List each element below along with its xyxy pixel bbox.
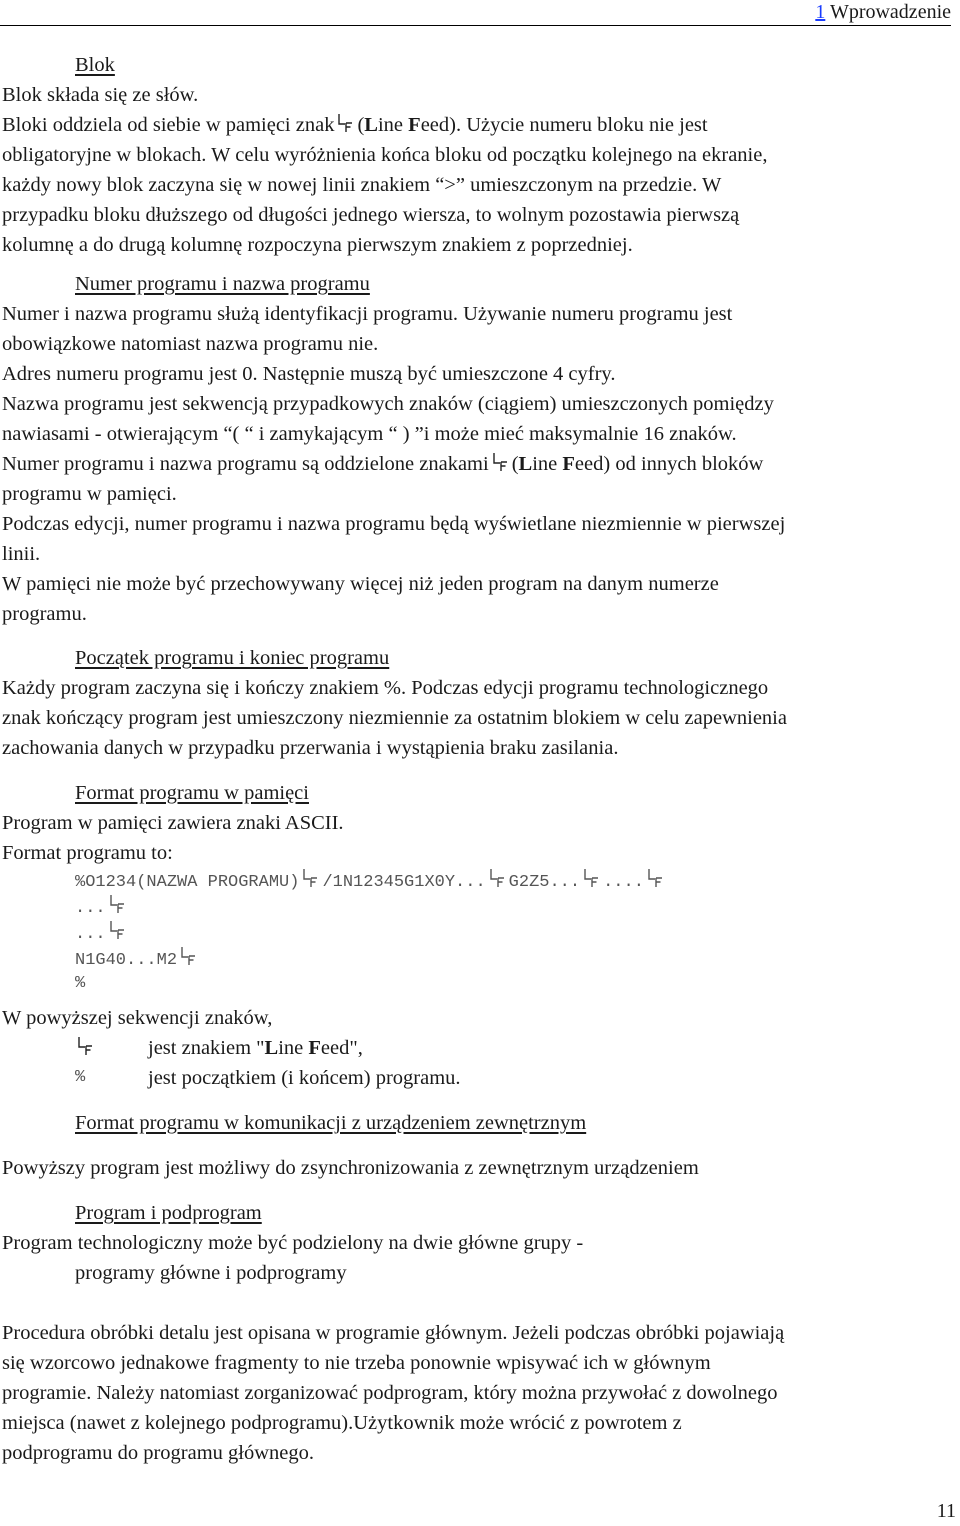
text-line: Program w pamięci zawiera znaki ASCII.	[2, 812, 344, 834]
line-feed-symbol-icon	[180, 946, 197, 966]
line-feed-symbol-icon	[109, 920, 126, 940]
heading-format-programu-w-pamieci: Format programu w pamięci	[75, 782, 309, 804]
text-line: Podczas edycji, numer programu i nazwa programu będą wyświetlane niezmiennie w pierwszej	[2, 513, 786, 535]
text-line: W pamięci nie może być przechowywany więcej niż jeden program na danym numerze	[2, 573, 719, 595]
text-line: podprogramu do programu głównego.	[2, 1442, 314, 1464]
code-span: N1G40...M2	[75, 951, 178, 970]
text-span: eed",	[320, 1037, 363, 1059]
text-line: miejsca (nawet z kolejnego podprogramu).Użytkownik może wrócić z powrotem z	[2, 1412, 682, 1434]
chapter-title: Wprowadzenie	[829, 1, 951, 23]
text-line: każdy nowy blok zaczyna się w nowej linii znakiem “>” umieszczonym na przedzie. W	[2, 174, 722, 196]
text-span: Bloki oddziela od siebie w pamięci znak	[2, 114, 335, 136]
page-header	[0, 0, 951, 26]
text-line: programu w pamięci.	[2, 483, 177, 505]
program-code-block	[75, 868, 954, 995]
bold-letter: F	[308, 1037, 321, 1059]
text-line: Program technologiczny może być podzielony na dwie główne grupy -	[2, 1232, 584, 1254]
line-feed-symbol-icon	[77, 1036, 94, 1056]
text-line: Nazwa programu jest sekwencją przypadkowych znaków (ciągiem) umieszczonych pomiędzy	[2, 393, 774, 415]
code-span: %O1234(NAZWA PROGRAMU)	[75, 873, 300, 892]
text-line: Procedura obróbki detalu jest opisana w programie głównym. Jeżeli podczas obróbki pojawiają	[2, 1322, 785, 1344]
text-line	[2, 110, 954, 140]
code-line	[75, 894, 954, 920]
legend-row-percent	[75, 1063, 954, 1093]
text-line: Powyższy program jest możliwy do zsynchronizowania z zewnętrznym urządzeniem	[2, 1157, 699, 1179]
text-line: nawiasami - otwierającym “( “ i zamykającym “ ) ”i może mieć maksymalnie 16 znaków.	[2, 423, 737, 445]
text-line: Blok składa się ze słów.	[2, 84, 199, 106]
chapter-number-link[interactable]: 1	[815, 1, 826, 23]
text-line: W powyższej sekwencji znaków,	[2, 1007, 273, 1029]
code-span: G2Z5...	[508, 873, 581, 892]
legend-symbol: %	[75, 1068, 86, 1087]
code-line	[75, 920, 954, 946]
code-line	[75, 946, 954, 972]
page-content	[2, 50, 954, 1468]
text-line: Format programu to:	[2, 842, 173, 864]
text-line: Numer i nazwa programu służą identyfikacji programu. Używanie numeru programu jest	[2, 303, 733, 325]
line-feed-symbol-icon	[302, 868, 319, 888]
text-span: (	[511, 453, 519, 475]
code-line: %	[75, 974, 86, 993]
heading-numer-programu: Numer programu i nazwa programu	[75, 273, 370, 295]
line-feed-symbol-icon	[583, 868, 600, 888]
text-span: ine	[278, 1037, 309, 1059]
text-line: obligatoryjne w blokach. W celu wyróżnienia końca bloku od początku kolejnego na ekranie,	[2, 144, 768, 166]
line-feed-symbol-icon	[109, 894, 126, 914]
bold-letter: L	[364, 114, 378, 136]
text-span: jest znakiem "	[148, 1037, 265, 1059]
text-line: zachowania danych w przypadku przerwania i wystąpienia braku zasilania.	[2, 737, 619, 759]
text-line: obowiązkowe natomiast nazwa programu nie.	[2, 333, 379, 355]
bold-letter: F	[408, 114, 421, 136]
code-span: /1N12345G1X0Y...	[322, 873, 486, 892]
heading-program-i-podprogram: Program i podprogram	[75, 1202, 262, 1224]
line-feed-symbol-icon	[337, 113, 354, 133]
text-line: przypadku bloku dłuższego od długości jednego wiersza, to wolnym pozostawia pierwszą	[2, 204, 740, 226]
text-line	[2, 449, 954, 479]
heading-poczatek-programu: Początek programu i koniec programu	[75, 647, 390, 669]
code-span: ...	[75, 925, 106, 944]
code-span: ...	[75, 899, 106, 918]
line-feed-symbol-icon	[492, 452, 509, 472]
legend-symbol	[75, 1033, 148, 1063]
text-span: eed). Użycie numeru bloku nie jest	[420, 114, 708, 136]
bold-letter: L	[264, 1037, 279, 1059]
legend-text: jest początkiem (i końcem) programu.	[148, 1067, 461, 1089]
line-feed-symbol-icon	[647, 868, 664, 888]
text-line: programy główne i podprogramy	[75, 1262, 347, 1284]
text-line: programu.	[2, 603, 87, 625]
text-span: eed) od innych bloków	[574, 453, 764, 475]
text-line: programie. Należy natomiast zorganizować podprogram, który można przywołać z dowolnego	[2, 1382, 778, 1404]
line-feed-symbol-icon	[489, 868, 506, 888]
text-line: kolumnę a do drugą kolumnę rozpoczyna pierwszym znakiem z poprzedniej.	[2, 234, 633, 256]
legend-row-line-feed	[75, 1033, 954, 1063]
page-number: 11	[936, 1500, 956, 1522]
code-span: ....	[603, 873, 644, 892]
bold-letter: L	[518, 453, 533, 475]
code-line	[75, 868, 954, 894]
text-span: ine	[532, 453, 558, 475]
heading-blok: Blok	[75, 54, 115, 76]
bold-letter: F	[562, 453, 575, 475]
text-line: Adres numeru programu jest 0. Następnie muszą być umieszczone 4 cyfry.	[2, 363, 616, 385]
text-span: (	[357, 114, 365, 136]
heading-format-komunikacji: Format programu w komunikacji z urządzeniem zewnętrznym	[75, 1112, 587, 1134]
legend-text	[148, 1033, 363, 1063]
text-span: ine	[377, 114, 404, 136]
text-line: się wzorcowo jednakowe fragmenty to nie trzeba ponownie wpisywać ich w głównym	[2, 1352, 711, 1374]
text-span: Numer programu i nazwa programu są oddzielone znakami	[2, 453, 489, 475]
text-line: znak kończący program jest umieszczony niezmiennie za ostatnim blokiem w celu zapewnienia	[2, 707, 787, 729]
text-line: linii.	[2, 543, 41, 565]
text-line: Każdy program zaczyna się i kończy znakiem %. Podczas edycji programu technologicznego	[2, 677, 769, 699]
